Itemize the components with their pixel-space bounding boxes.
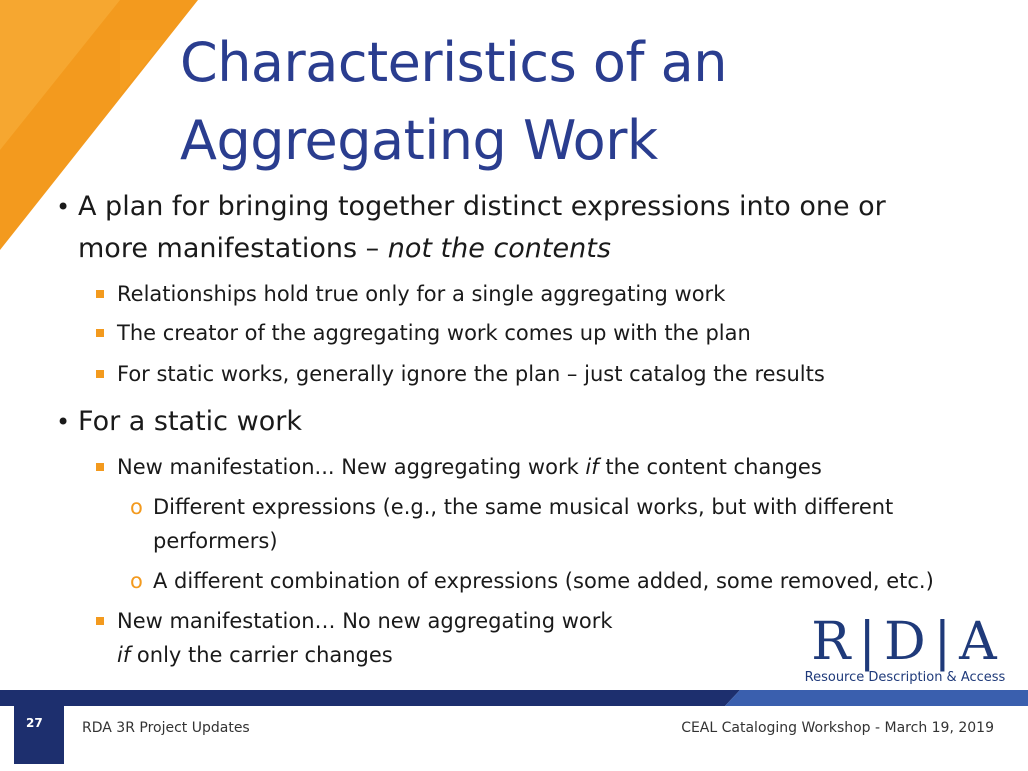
- text-line-2: performers): [153, 529, 278, 553]
- sub-bullet-text: [96, 604, 613, 672]
- text-line-1: New manifestation… No new aggregating work: [117, 609, 613, 633]
- sub-bullet-text: Relationships hold true only for a single aggregating work: [117, 282, 726, 306]
- bullet-marker: •: [56, 408, 71, 436]
- bullet-item: [56, 186, 886, 270]
- sub-bullet-item: [96, 450, 822, 484]
- slide-footer: [0, 690, 1028, 771]
- square-bullet-icon: [96, 463, 104, 471]
- sub-bullet-text: [96, 450, 822, 484]
- footer-left-text: RDA 3R Project Updates: [82, 720, 250, 736]
- text-segment: only the carrier changes: [130, 643, 393, 667]
- square-bullet-icon: [96, 329, 104, 337]
- sub-sub-bullet-item: [130, 564, 934, 598]
- sub-bullet-text: For static works, generally ignore the plan – just catalog the results: [117, 362, 825, 386]
- title-line-1: Characteristics of an: [180, 31, 727, 94]
- bullet-text-line-2: more manifestations –: [78, 233, 388, 264]
- bullet-text-italic: not the contents: [387, 233, 611, 264]
- title-line-2: Aggregating Work: [180, 109, 658, 172]
- text-italic: if: [585, 455, 599, 479]
- square-bullet-icon: [96, 617, 104, 625]
- sub-sub-bullet-text: [130, 490, 893, 558]
- square-bullet-icon: [96, 290, 104, 298]
- bullet-text: For a static work: [78, 406, 302, 437]
- rda-logo-subtitle: Resource Description & Access: [804, 670, 1006, 685]
- sub-sub-bullet-text: A different combination of expressions (some added, some removed, etc.): [153, 569, 934, 593]
- text-line-1: Different expressions (e.g., the same musical works, but with different: [153, 495, 894, 519]
- bullet-text: [56, 186, 886, 270]
- sub-bullet-item: [96, 357, 825, 391]
- circle-bullet-icon: o: [130, 569, 143, 593]
- sub-bullet-item: [96, 604, 613, 672]
- text-segment: the content changes: [598, 455, 822, 479]
- sub-bullet-text: The creator of the aggregating work comes up with the plan: [117, 321, 751, 345]
- page-number: 27: [26, 716, 43, 730]
- text-segment: New manifestation... New aggregating work: [117, 455, 586, 479]
- sub-bullet-item: [96, 316, 751, 350]
- rda-logo: [800, 612, 1010, 690]
- rda-logo-letters: R|D|A: [811, 612, 1005, 672]
- sub-sub-bullet-item: [130, 490, 893, 558]
- footer-right-text: CEAL Cataloging Workshop - March 19, 2019: [681, 720, 994, 736]
- sub-bullet-item: [96, 277, 725, 311]
- bullet-text-line-1: A plan for bringing together distinct expressions into one or: [78, 191, 886, 222]
- square-bullet-icon: [96, 370, 104, 378]
- bullet-marker: •: [56, 193, 71, 221]
- circle-bullet-icon: o: [130, 495, 143, 519]
- bullet-item: [56, 401, 302, 443]
- text-italic: if: [117, 643, 131, 667]
